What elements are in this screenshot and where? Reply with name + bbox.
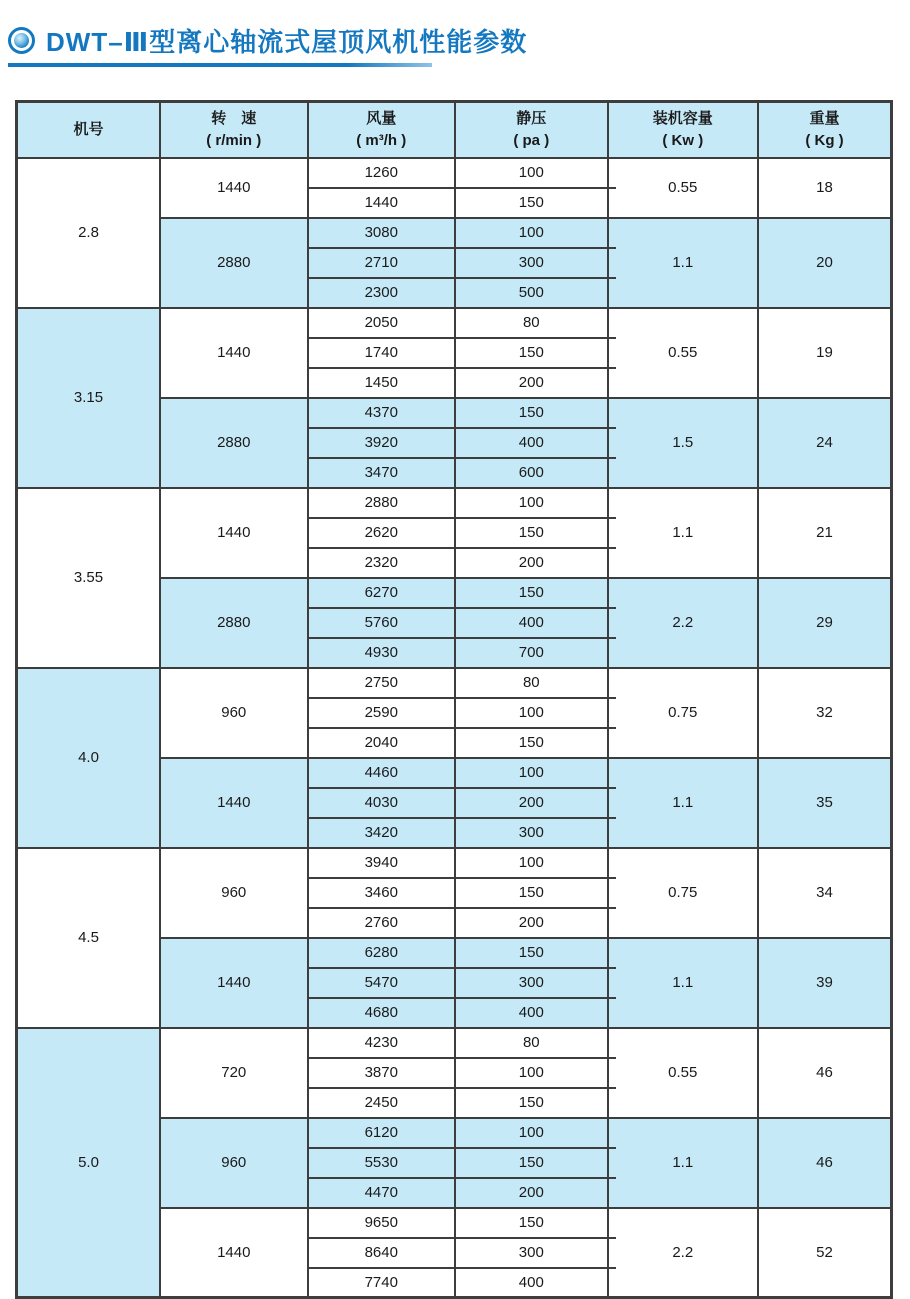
pressure-cell: 300	[455, 968, 608, 998]
airflow-cell: 4460	[308, 758, 456, 788]
column-header-weight-unit: ( Kg )	[805, 131, 844, 149]
pressure-cell: 200	[455, 548, 608, 578]
airflow-cell: 5470	[308, 968, 456, 998]
speed-cell: 1440	[160, 938, 308, 1028]
pressure-cell: 150	[455, 398, 608, 428]
table-body	[17, 158, 892, 1298]
column-header-airflow-label: 风量	[366, 110, 397, 127]
airflow-cell: 6120	[308, 1118, 456, 1148]
airflow-cell: 2590	[308, 698, 456, 728]
power-cell: 0.75	[608, 848, 759, 938]
column-header-speed-label: 转 速	[211, 110, 257, 127]
pressure-cell: 200	[455, 788, 608, 818]
bullseye-icon	[8, 27, 35, 54]
weight-cell: 21	[758, 488, 891, 578]
pressure-cell: 100	[455, 218, 608, 248]
speed-cell: 1440	[160, 1208, 308, 1298]
airflow-cell: 2750	[308, 668, 456, 698]
pressure-cell: 80	[455, 1028, 608, 1058]
speed-cell: 1440	[160, 758, 308, 848]
pressure-cell: 150	[455, 1208, 608, 1238]
column-header-pressure	[455, 102, 608, 158]
power-cell: 1.1	[608, 758, 759, 848]
pressure-cell: 200	[455, 1178, 608, 1208]
column-header-airflow	[308, 102, 456, 158]
airflow-cell: 2450	[308, 1088, 456, 1118]
pressure-cell: 700	[455, 638, 608, 668]
power-cell: 2.2	[608, 578, 759, 668]
airflow-cell: 1740	[308, 338, 456, 368]
weight-cell: 34	[758, 848, 891, 938]
airflow-cell: 8640	[308, 1238, 456, 1268]
speed-cell: 1440	[160, 488, 308, 578]
speed-cell: 960	[160, 848, 308, 938]
pressure-cell: 150	[455, 188, 608, 218]
column-header-weight-label: 重量	[809, 110, 840, 127]
airflow-cell: 9650	[308, 1208, 456, 1238]
speed-cell: 1440	[160, 158, 308, 218]
pressure-cell: 400	[455, 998, 608, 1028]
pressure-cell: 100	[455, 1058, 608, 1088]
airflow-cell: 2880	[308, 488, 456, 518]
airflow-cell: 4470	[308, 1178, 456, 1208]
airflow-cell: 6280	[308, 938, 456, 968]
pressure-cell: 300	[455, 1238, 608, 1268]
airflow-cell: 2050	[308, 308, 456, 338]
weight-cell: 24	[758, 398, 891, 488]
speed-cell: 720	[160, 1028, 308, 1118]
speed-cell: 960	[160, 1118, 308, 1208]
table-row	[17, 848, 892, 878]
performance-table	[15, 100, 893, 1299]
airflow-cell: 1260	[308, 158, 456, 188]
pressure-cell: 150	[455, 728, 608, 758]
power-cell: 1.1	[608, 488, 759, 578]
speed-cell: 2880	[160, 398, 308, 488]
pressure-cell: 150	[455, 878, 608, 908]
table-row	[17, 1028, 892, 1058]
power-cell: 0.55	[608, 158, 759, 218]
pressure-cell: 300	[455, 248, 608, 278]
weight-cell: 32	[758, 668, 891, 758]
weight-cell: 52	[758, 1208, 891, 1298]
pressure-cell: 150	[455, 1148, 608, 1178]
pressure-cell: 100	[455, 488, 608, 518]
pressure-cell: 150	[455, 518, 608, 548]
weight-cell: 18	[758, 158, 891, 218]
column-header-speed-unit: ( r/min )	[206, 131, 262, 149]
airflow-cell: 2620	[308, 518, 456, 548]
model-cell: 2.8	[17, 158, 161, 308]
airflow-cell: 3920	[308, 428, 456, 458]
airflow-cell: 5530	[308, 1148, 456, 1178]
airflow-cell: 2300	[308, 278, 456, 308]
airflow-cell: 3080	[308, 218, 456, 248]
column-header-pressure-unit: ( pa )	[513, 131, 550, 149]
weight-cell: 46	[758, 1118, 891, 1208]
table-header-row	[17, 102, 892, 158]
bullseye-icon-core	[14, 33, 29, 48]
airflow-cell: 4680	[308, 998, 456, 1028]
model-cell: 3.15	[17, 308, 161, 488]
column-header-airflow-unit: ( m³/h )	[356, 131, 407, 149]
pressure-cell: 100	[455, 158, 608, 188]
weight-cell: 46	[758, 1028, 891, 1118]
column-header-speed	[160, 102, 308, 158]
pressure-cell: 200	[455, 908, 608, 938]
power-cell: 1.1	[608, 218, 759, 308]
power-cell: 0.75	[608, 668, 759, 758]
pressure-cell: 400	[455, 1268, 608, 1298]
column-header-weight	[758, 102, 891, 158]
pressure-cell: 300	[455, 818, 608, 848]
speed-cell: 960	[160, 668, 308, 758]
column-header-pressure-label: 静压	[516, 110, 547, 127]
model-cell: 4.5	[17, 848, 161, 1028]
column-header-power-label: 装机容量	[652, 110, 713, 127]
column-header-model	[17, 102, 161, 158]
airflow-cell: 5760	[308, 608, 456, 638]
pressure-cell: 80	[455, 668, 608, 698]
airflow-cell: 2320	[308, 548, 456, 578]
page-title: DWT–Ⅲ型离心轴流式屋顶风机性能参数	[46, 26, 528, 57]
model-cell: 4.0	[17, 668, 161, 848]
speed-cell: 2880	[160, 578, 308, 668]
table-row	[17, 158, 892, 188]
pressure-cell: 100	[455, 848, 608, 878]
airflow-cell: 3420	[308, 818, 456, 848]
airflow-cell: 3470	[308, 458, 456, 488]
power-cell: 0.55	[608, 308, 759, 398]
weight-cell: 19	[758, 308, 891, 398]
pressure-cell: 100	[455, 698, 608, 728]
airflow-cell: 4930	[308, 638, 456, 668]
airflow-cell: 3460	[308, 878, 456, 908]
pressure-cell: 150	[455, 338, 608, 368]
airflow-cell: 4230	[308, 1028, 456, 1058]
airflow-cell: 3940	[308, 848, 456, 878]
table-row	[17, 668, 892, 698]
weight-cell: 20	[758, 218, 891, 308]
airflow-cell: 7740	[308, 1268, 456, 1298]
pressure-cell: 600	[455, 458, 608, 488]
airflow-cell: 1450	[308, 368, 456, 398]
weight-cell: 29	[758, 578, 891, 668]
power-cell: 0.55	[608, 1028, 759, 1118]
weight-cell: 35	[758, 758, 891, 848]
model-cell: 5.0	[17, 1028, 161, 1298]
power-cell: 1.1	[608, 938, 759, 1028]
speed-cell: 1440	[160, 308, 308, 398]
table-row	[17, 308, 892, 338]
title-underline	[8, 63, 432, 67]
airflow-cell: 4370	[308, 398, 456, 428]
pressure-cell: 200	[455, 368, 608, 398]
airflow-cell: 2760	[308, 908, 456, 938]
weight-cell: 39	[758, 938, 891, 1028]
model-cell: 3.55	[17, 488, 161, 668]
airflow-cell: 3870	[308, 1058, 456, 1088]
pressure-cell: 150	[455, 1088, 608, 1118]
power-cell: 2.2	[608, 1208, 759, 1298]
airflow-cell: 2040	[308, 728, 456, 758]
power-cell: 1.5	[608, 398, 759, 488]
pressure-cell: 80	[455, 308, 608, 338]
title-row	[8, 22, 910, 58]
column-header-power	[608, 102, 759, 158]
speed-cell: 2880	[160, 218, 308, 308]
airflow-cell: 2710	[308, 248, 456, 278]
pressure-cell: 100	[455, 758, 608, 788]
airflow-cell: 1440	[308, 188, 456, 218]
pressure-cell: 150	[455, 578, 608, 608]
pressure-cell: 100	[455, 1118, 608, 1148]
pressure-cell: 150	[455, 938, 608, 968]
pressure-cell: 400	[455, 608, 608, 638]
airflow-cell: 6270	[308, 578, 456, 608]
column-header-model-label: 机号	[73, 120, 104, 138]
power-cell: 1.1	[608, 1118, 759, 1208]
column-header-power-unit: ( Kw )	[662, 131, 704, 149]
airflow-cell: 4030	[308, 788, 456, 818]
table-row	[17, 488, 892, 518]
pressure-cell: 400	[455, 428, 608, 458]
pressure-cell: 500	[455, 278, 608, 308]
